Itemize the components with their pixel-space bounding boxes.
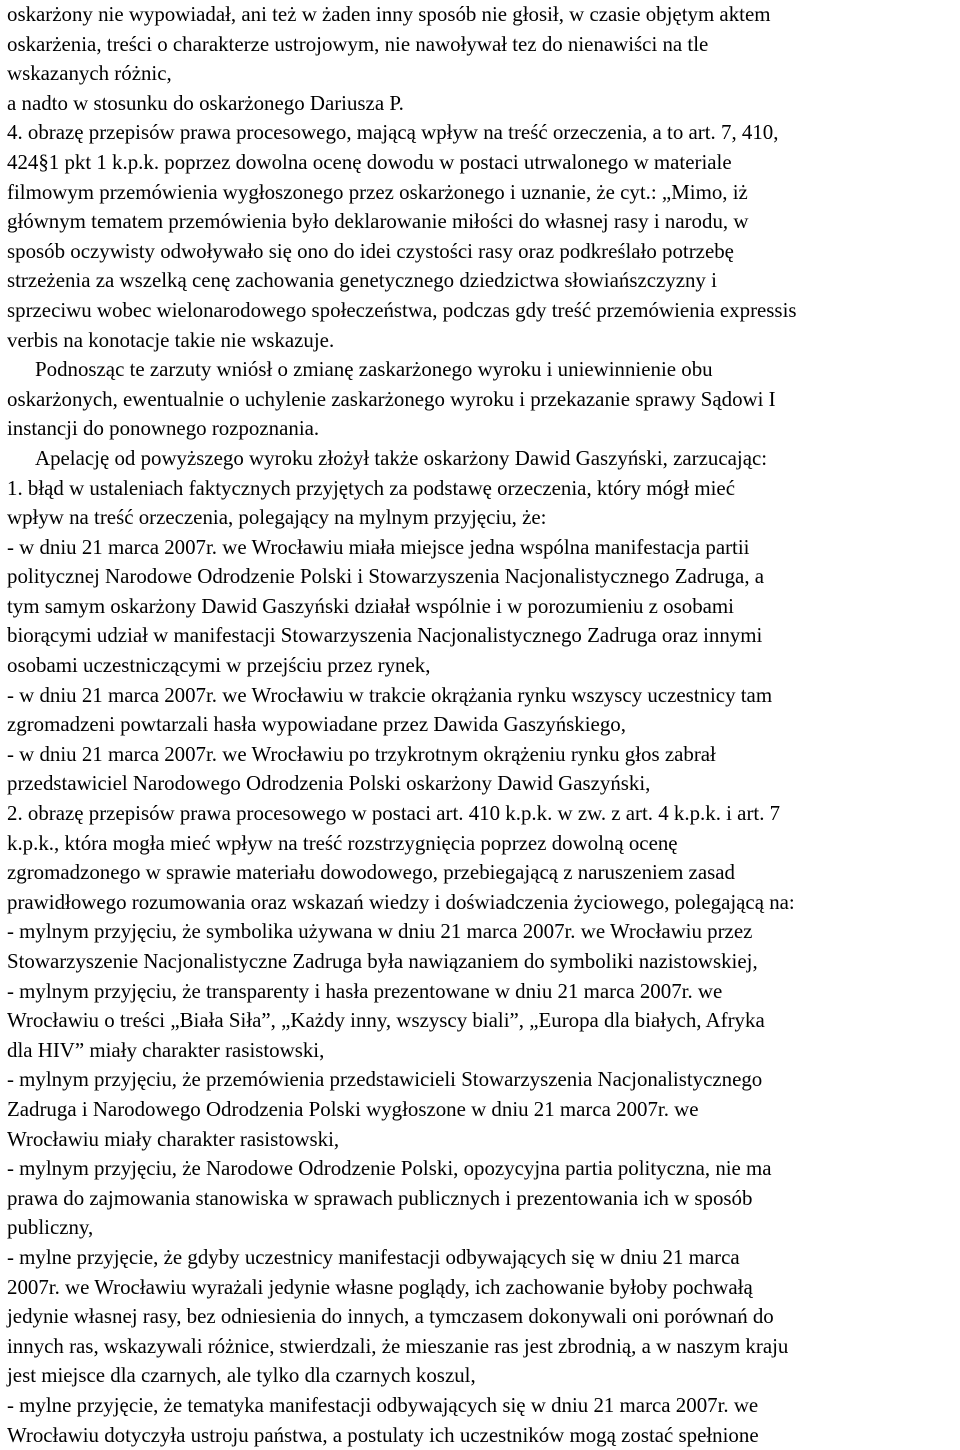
text-line: - mylnym przyjęciu, że symbolika używana w dniu 21 marca 2007r. we Wrocławiu przez <box>7 917 960 947</box>
text-line: Wrocławiu miały charakter rasistowski, <box>7 1125 960 1155</box>
text-line: prawa do zajmowania stanowiska w sprawach publicznych i prezentowania ich w sposób <box>7 1184 960 1214</box>
document-body <box>7 0 960 1450</box>
text-line: zgromadzonego w sprawie materiału dowodowego, przebiegającą z naruszeniem zasad <box>7 858 960 888</box>
text-line: wskazanych różnic, <box>7 59 960 89</box>
text-line: strzeżenia za wszelką cenę zachowania genetycznego dziedzictwa słowiańszczyzny i <box>7 266 960 296</box>
text-line: osobami uczestniczącymi w przejściu przez rynek, <box>7 651 960 681</box>
text-line: wpływ na treść orzeczenia, polegający na mylnym przyjęciu, że: <box>7 503 960 533</box>
text-line: publiczny, <box>7 1213 960 1243</box>
text-line: oskarżenia, treści o charakterze ustrojowym, nie nawoływał tez do nienawiści na tle <box>7 30 960 60</box>
text-line: instancji do ponownego rozpoznania. <box>7 414 960 444</box>
text-line: jest miejsce dla czarnych, ale tylko dla czarnych koszul, <box>7 1361 960 1391</box>
text-line: - w dniu 21 marca 2007r. we Wrocławiu w trakcie okrążania rynku wszyscy uczestnicy tam <box>7 681 960 711</box>
text-line: Wrocławiu dotyczyła ustroju państwa, a postulaty ich uczestników mogą zostać spełnione <box>7 1421 960 1450</box>
text-line: a nadto w stosunku do oskarżonego Dariusza P. <box>7 89 960 119</box>
text-line: 424§1 pkt 1 k.p.k. poprzez dowolna ocenę dowodu w postaci utrwalonego w materiale <box>7 148 960 178</box>
text-line: sposób oczywisty odwoływało się ono do idei czystości rasy oraz podkreślało potrzebę <box>7 237 960 267</box>
text-line: - mylnym przyjęciu, że przemówienia przedstawicieli Stowarzyszenia Nacjonalistycznego <box>7 1065 960 1095</box>
text-line: Stowarzyszenie Nacjonalistyczne Zadruga była nawiązaniem do symboliki nazistowskiej, <box>7 947 960 977</box>
text-line: tym samym oskarżony Dawid Gaszyński działał wspólnie i w porozumieniu z osobami <box>7 592 960 622</box>
paragraph-start-line: Apelację od powyższego wyroku złożył także oskarżony Dawid Gaszyński, zarzucając: <box>7 444 960 474</box>
text-line: prawidłowego rozumowania oraz wskazań wiedzy i doświadczenia życiowego, polegającą na: <box>7 888 960 918</box>
text-line: przedstawiciel Narodowego Odrodzenia Polski oskarżony Dawid Gaszyński, <box>7 769 960 799</box>
text-line: dla HIV” miały charakter rasistowski, <box>7 1036 960 1066</box>
text-line: - w dniu 21 marca 2007r. we Wrocławiu miała miejsce jedna wspólna manifestacja partii <box>7 533 960 563</box>
text-line: biorącymi udział w manifestacji Stowarzyszenia Nacjonalistycznego Zadruga oraz innymi <box>7 621 960 651</box>
text-line: - w dniu 21 marca 2007r. we Wrocławiu po trzykrotnym okrążeniu rynku głos zabrał <box>7 740 960 770</box>
text-line: - mylne przyjęcie, że tematyka manifestacji odbywających się w dniu 21 marca 2007r. we <box>7 1391 960 1421</box>
text-line: filmowym przemówienia wygłoszonego przez oskarżonego i uznanie, że cyt.: „Mimo, iż <box>7 178 960 208</box>
text-line: oskarżonych, ewentualnie o uchylenie zaskarżonego wyroku i przekazanie sprawy Sądowi I <box>7 385 960 415</box>
text-line: k.p.k., która mogła mieć wpływ na treść rozstrzygnięcia poprzez dowolną ocenę <box>7 829 960 859</box>
text-line: Wrocławiu o treści „Biała Siła”, „Każdy inny, wszyscy biali”, „Europa dla białych, Afryka <box>7 1006 960 1036</box>
text-line: jedynie własnej rasy, bez odniesienia do innych, a tymczasem dokonywali oni porównań do <box>7 1302 960 1332</box>
text-line: zgromadzeni powtarzali hasła wypowiadane przez Dawida Gaszyńskiego, <box>7 710 960 740</box>
text-line: - mylnym przyjęciu, że transparenty i hasła prezentowane w dniu 21 marca 2007r. we <box>7 977 960 1007</box>
text-line: verbis na konotacje takie nie wskazuje. <box>7 326 960 356</box>
paragraph-start-line: Podnosząc te zarzuty wniósł o zmianę zaskarżonego wyroku i uniewinnienie obu <box>7 355 960 385</box>
text-line: 4. obrazę przepisów prawa procesowego, mającą wpływ na treść orzeczenia, a to art. 7, 410, <box>7 118 960 148</box>
text-line: - mylne przyjęcie, że gdyby uczestnicy manifestacji odbywających się w dniu 21 marca <box>7 1243 960 1273</box>
text-line: głównym tematem przemówienia było deklarowanie miłości do własnej rasy i narodu, w <box>7 207 960 237</box>
text-line: 2007r. we Wrocławiu wyrażali jedynie własne poglądy, ich zachowanie byłoby pochwałą <box>7 1273 960 1303</box>
text-line: Zadruga i Narodowego Odrodzenia Polski wygłoszone w dniu 21 marca 2007r. we <box>7 1095 960 1125</box>
text-line: politycznej Narodowe Odrodzenie Polski i Stowarzyszenia Nacjonalistycznego Zadruga, a <box>7 562 960 592</box>
text-line: - mylnym przyjęciu, że Narodowe Odrodzenie Polski, opozycyjna partia polityczna, nie ma <box>7 1154 960 1184</box>
text-line: 1. błąd w ustaleniach faktycznych przyjętych za podstawę orzeczenia, który mógł mieć <box>7 474 960 504</box>
text-line: innych ras, wskazywali różnice, stwierdzali, że mieszanie ras jest zbrodnią, a w naszym kraju <box>7 1332 960 1362</box>
text-line: 2. obrazę przepisów prawa procesowego w postaci art. 410 k.p.k. w zw. z art. 4 k.p.k. i art. 7 <box>7 799 960 829</box>
text-line: sprzeciwu wobec wielonarodowego społeczeństwa, podczas gdy treść przemówienia expressis <box>7 296 960 326</box>
text-line: oskarżony nie wypowiadał, ani też w żaden inny sposób nie głosił, w czasie objętym aktem <box>7 0 960 30</box>
